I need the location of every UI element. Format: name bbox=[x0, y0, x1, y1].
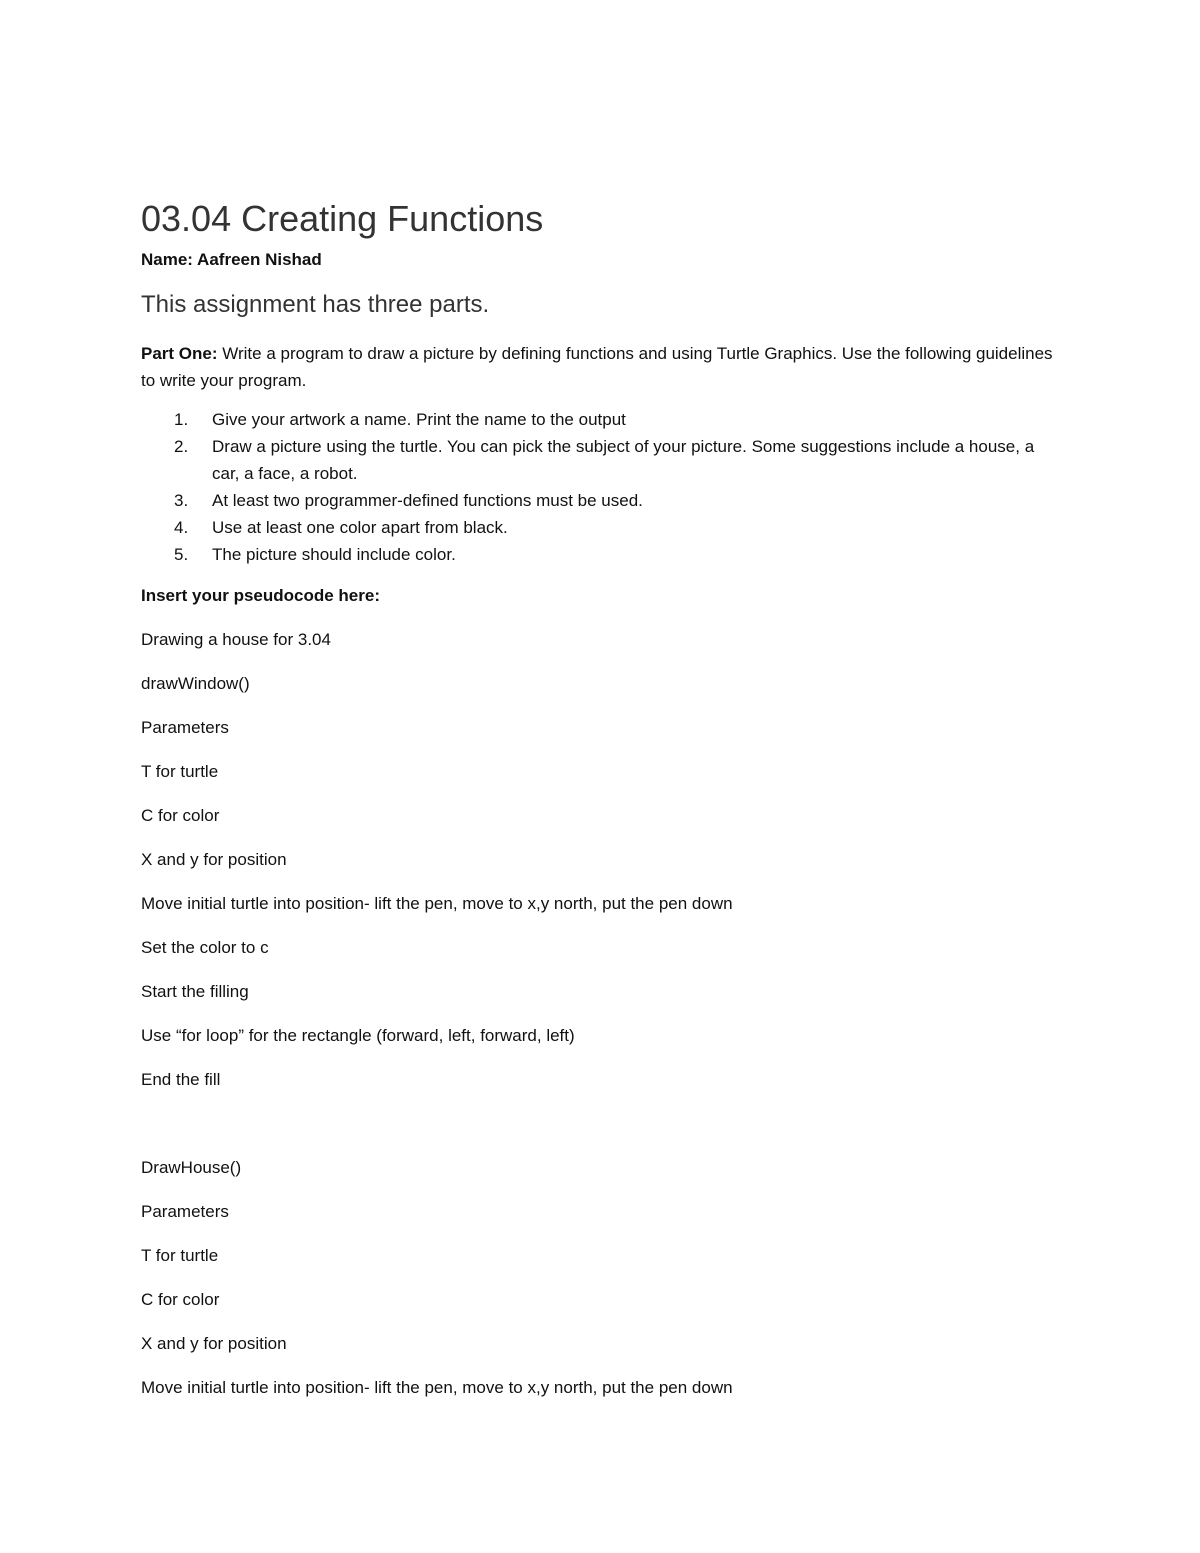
pseudocode-line: Move initial turtle into position- lift the pen, move to x,y north, put the pen down bbox=[141, 1377, 733, 1397]
pseudocode-line: Set the color to c bbox=[141, 937, 269, 957]
pseudocode-line: Drawing a house for 3.04 bbox=[141, 629, 331, 649]
pseudocode-block bbox=[141, 628, 1061, 1400]
part-one-label: Part One: bbox=[141, 343, 218, 363]
pseudocode-line: DrawHouse() bbox=[141, 1157, 242, 1177]
guideline-item bbox=[141, 487, 1061, 514]
document-title: 03.04 Creating Functions bbox=[141, 198, 544, 239]
pseudocode-line: C for color bbox=[141, 1289, 220, 1309]
guideline-number: 3. bbox=[174, 490, 189, 510]
part-one-intro bbox=[141, 340, 1061, 394]
guideline-number: 2. bbox=[174, 436, 189, 456]
pseudocode-line: C for color bbox=[141, 805, 220, 825]
guideline-text: Draw a picture using the turtle. You can pick the subject of your picture. Some suggestions include a house, a car, a face, a robot. bbox=[212, 436, 1035, 483]
guideline-number: 4. bbox=[174, 517, 189, 537]
guideline-item bbox=[141, 433, 1061, 487]
assignment-subtitle: This assignment has three parts. bbox=[141, 291, 490, 318]
pseudocode-heading: Insert your pseudocode here: bbox=[141, 585, 380, 605]
guideline-number: 5. bbox=[174, 544, 189, 564]
guideline-text: Use at least one color apart from black. bbox=[212, 517, 508, 537]
pseudocode-line: T for turtle bbox=[141, 761, 219, 781]
document-page bbox=[141, 196, 1061, 1420]
pseudocode-line: Parameters bbox=[141, 1201, 229, 1221]
guideline-item bbox=[141, 541, 1061, 568]
part-one-text: Write a program to draw a picture by defining functions and using Turtle Graphics. Use the following guidelines to write your program. bbox=[141, 343, 1053, 390]
pseudocode-line: Use “for loop” for the rectangle (forward, left, forward, left) bbox=[141, 1025, 575, 1045]
pseudocode-line: X and y for position bbox=[141, 1333, 287, 1353]
student-name: Name: Aafreen Nishad bbox=[141, 250, 322, 269]
pseudocode-line: T for turtle bbox=[141, 1245, 219, 1265]
pseudocode-line: Start the filling bbox=[141, 981, 249, 1001]
guideline-item bbox=[141, 406, 1061, 433]
guideline-text: At least two programmer-defined functions must be used. bbox=[212, 490, 643, 510]
guideline-item bbox=[141, 514, 1061, 541]
guideline-number: 1. bbox=[174, 409, 189, 429]
guidelines-list bbox=[141, 406, 1061, 568]
guideline-text: The picture should include color. bbox=[212, 544, 456, 564]
pseudocode-line: X and y for position bbox=[141, 849, 287, 869]
guideline-text: Give your artwork a name. Print the name to the output bbox=[212, 409, 626, 429]
pseudocode-line: drawWindow() bbox=[141, 673, 250, 693]
blank-line bbox=[141, 1112, 1061, 1136]
pseudocode-line: Parameters bbox=[141, 717, 229, 737]
pseudocode-line: End the fill bbox=[141, 1069, 221, 1089]
pseudocode-line: Move initial turtle into position- lift the pen, move to x,y north, put the pen down bbox=[141, 893, 733, 913]
